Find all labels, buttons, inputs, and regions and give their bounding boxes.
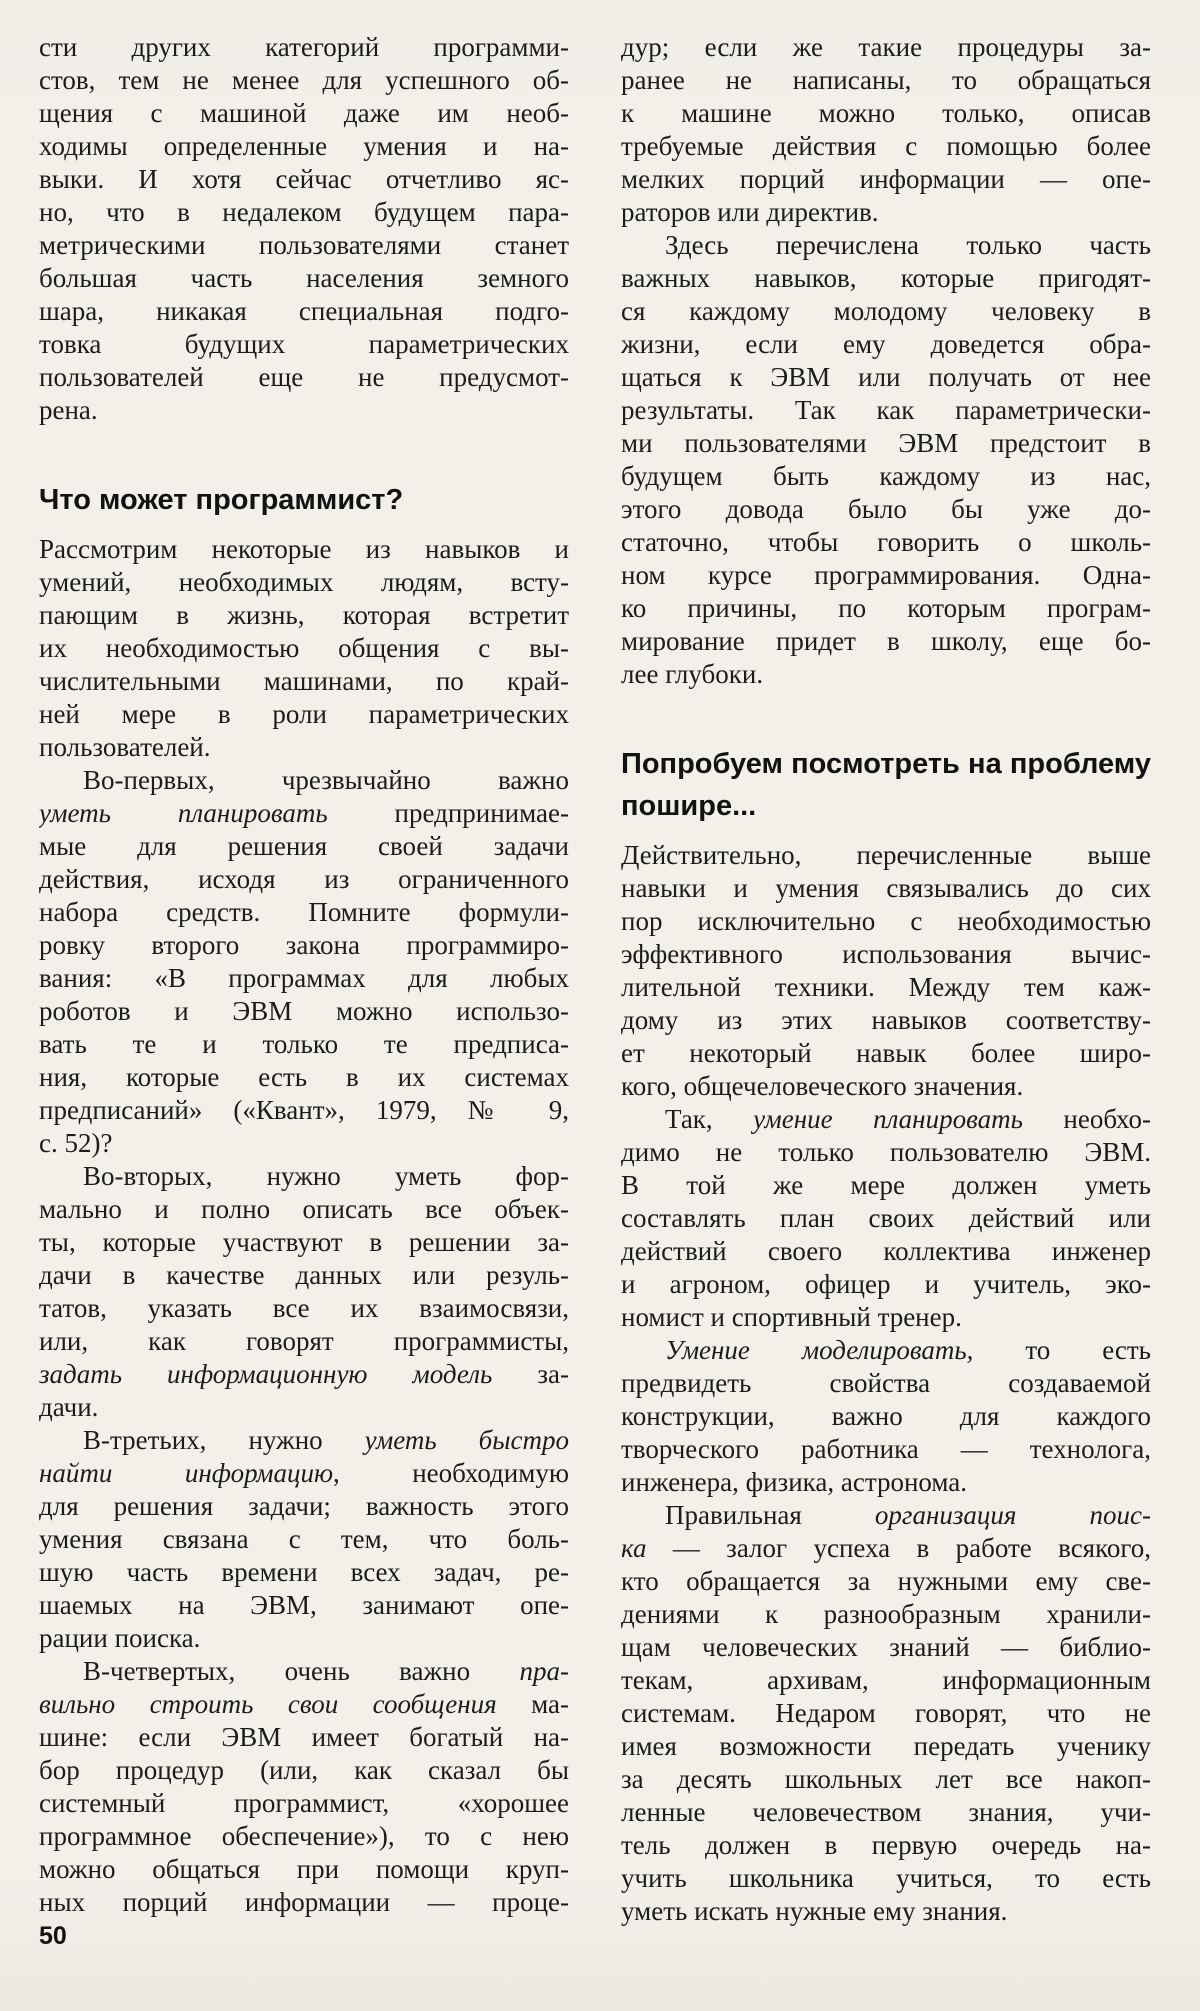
text-segment: В-четвертых, очень важно xyxy=(83,1656,520,1686)
text-line xyxy=(621,1697,1151,1730)
italic-text-segment: задать информационную модель xyxy=(39,1359,493,1389)
paragraph xyxy=(621,839,1151,1103)
text-line xyxy=(621,394,1151,427)
text-line xyxy=(621,262,1151,295)
text-line xyxy=(39,1688,569,1721)
text-segment: В той же мере должен уметь xyxy=(621,1170,1151,1200)
text-line xyxy=(621,1895,1151,1928)
text-segment: дому из этих навыков соответству- xyxy=(621,1005,1151,1035)
text-line xyxy=(621,839,1151,872)
text-line xyxy=(39,1490,569,1523)
heading-line xyxy=(621,785,1151,827)
italic-text-segment: ка xyxy=(621,1533,647,1563)
text-line xyxy=(621,460,1151,493)
text-segment: программное обеспечение»), то с нею xyxy=(39,1821,569,1851)
text-line xyxy=(621,905,1151,938)
text-segment: предписаний» («Квант», 1979, № 9, xyxy=(39,1095,569,1125)
text-segment: и агроном, офицер и учитель, эко- xyxy=(621,1269,1151,1299)
text-line xyxy=(39,1424,569,1457)
text-line xyxy=(39,566,569,599)
text-segment: вания: «В программах для любых xyxy=(39,963,569,993)
text-segment: умения связана с тем, что боль- xyxy=(39,1524,569,1554)
text-segment: ся каждому молодому человеку в xyxy=(621,296,1151,326)
text-segment: Действительно, перечисленные выше xyxy=(621,840,1151,870)
text-line xyxy=(621,361,1151,394)
text-line xyxy=(39,361,569,394)
text-line xyxy=(39,1391,569,1424)
text-line xyxy=(621,130,1151,163)
text-segment: ней мере в роли параметрических xyxy=(39,699,569,729)
text-line xyxy=(621,625,1151,658)
text-segment: уметь искать нужные ему знания. xyxy=(621,1896,1008,1926)
text-segment: этого довода было бы уже до- xyxy=(621,494,1151,524)
text-line xyxy=(621,1334,1151,1367)
text-line xyxy=(39,328,569,361)
text-line xyxy=(39,599,569,632)
paragraph xyxy=(621,1103,1151,1334)
text-segment: ранее не написаны, то обращаться xyxy=(621,65,1151,95)
text-line xyxy=(621,328,1151,361)
text-line xyxy=(621,163,1151,196)
text-segment: пользователей еще не предусмот- xyxy=(39,362,569,392)
text-segment: лительной техники. Между тем каж- xyxy=(621,972,1151,1002)
text-line xyxy=(621,1235,1151,1268)
text-line xyxy=(39,130,569,163)
text-segment: В-третьих, нужно xyxy=(83,1425,365,1455)
text-line xyxy=(39,830,569,863)
paragraph xyxy=(39,1655,569,1919)
text-line xyxy=(39,1589,569,1622)
text-segment: конструкции, важно для каждого xyxy=(621,1401,1151,1431)
text-segment: требуемые действия с помощью более xyxy=(621,131,1151,161)
text-segment: составлять план своих действий или xyxy=(621,1203,1151,1233)
text-line xyxy=(621,1763,1151,1796)
text-line xyxy=(621,592,1151,625)
text-segment: можно общаться при помощи круп- xyxy=(39,1854,569,1884)
text-segment: ми пользователями ЭВМ предстоит в xyxy=(621,428,1151,458)
text-segment: мелких порций информации — опе- xyxy=(621,164,1151,194)
text-line xyxy=(39,31,569,64)
text-segment: щения с машиной даже им необ- xyxy=(39,98,569,128)
text-line xyxy=(621,1367,1151,1400)
text-segment: статочно, чтобы говорить о школь- xyxy=(621,527,1151,557)
text-line xyxy=(39,1061,569,1094)
text-segment: дур; если же такие процедуры за- xyxy=(621,32,1151,62)
text-line xyxy=(621,1268,1151,1301)
text-segment: текам, архивам, информационным xyxy=(621,1665,1151,1695)
text-line xyxy=(39,863,569,896)
text-line xyxy=(39,1160,569,1193)
text-line xyxy=(621,1301,1151,1334)
text-line xyxy=(39,1325,569,1358)
text-segment: щаться к ЭВМ или получать от нее xyxy=(621,362,1151,392)
text-segment: Во-вторых, нужно уметь фор- xyxy=(83,1161,569,1191)
text-segment: набора средств. Помните формули- xyxy=(39,897,569,927)
text-segment: ходимы определенные умения и на- xyxy=(39,131,569,161)
text-segment: за десять школьных лет все накоп- xyxy=(621,1764,1151,1794)
text-segment: дениями к разнообразным хранили- xyxy=(621,1599,1151,1629)
text-line xyxy=(39,929,569,962)
text-segment: то есть xyxy=(973,1335,1151,1365)
text-line xyxy=(39,1820,569,1853)
page-number: 50 xyxy=(39,1922,67,1950)
text-line xyxy=(621,1400,1151,1433)
text-segment: но, что в недалеком будущем пара- xyxy=(39,197,569,227)
text-line xyxy=(621,31,1151,64)
left-column xyxy=(39,31,569,1928)
text-segment: ко причины, по которым програм- xyxy=(621,593,1151,623)
text-line xyxy=(621,229,1151,262)
text-line xyxy=(39,665,569,698)
text-line xyxy=(39,394,569,427)
text-segment: важных навыков, которые пригодят- xyxy=(621,263,1151,293)
text-line xyxy=(39,295,569,328)
text-line xyxy=(621,872,1151,905)
text-line xyxy=(621,1004,1151,1037)
text-segment: дачи в качестве данных или резуль- xyxy=(39,1260,569,1290)
text-segment: Правильная xyxy=(665,1500,875,1530)
text-segment: ма- xyxy=(496,1689,569,1719)
text-line xyxy=(39,1556,569,1589)
text-segment: жизни, если ему доведется обра- xyxy=(621,329,1151,359)
text-segment: необхо- xyxy=(1022,1104,1151,1134)
text-line xyxy=(621,1136,1151,1169)
text-line xyxy=(621,1070,1151,1103)
text-segment: товка будущих параметрических xyxy=(39,329,569,359)
text-line xyxy=(621,1664,1151,1697)
text-line xyxy=(621,295,1151,328)
section-heading xyxy=(39,479,569,521)
text-segment: щам человеческих знаний — библио- xyxy=(621,1632,1151,1662)
text-line xyxy=(39,1886,569,1919)
text-line xyxy=(39,1292,569,1325)
text-line xyxy=(39,533,569,566)
text-segment: вать те и только те предписа- xyxy=(39,1029,569,1059)
text-segment: кого, общечеловеческого значения. xyxy=(621,1071,1024,1101)
text-line xyxy=(39,896,569,929)
text-line xyxy=(621,1829,1151,1862)
text-segment: системам. Недаром говорят, что не xyxy=(621,1698,1151,1728)
text-line xyxy=(39,995,569,1028)
text-segment: Во-первых, чрезвычайно важно xyxy=(83,765,569,795)
paragraph xyxy=(621,1499,1151,1928)
text-line xyxy=(621,938,1151,971)
text-line xyxy=(621,1796,1151,1829)
text-line xyxy=(621,1499,1151,1532)
text-line xyxy=(621,1466,1151,1499)
text-segment: навыки и умения связывались до сих xyxy=(621,873,1151,903)
text-line xyxy=(39,163,569,196)
text-segment: ты, которые участвуют в решении за- xyxy=(39,1227,569,1257)
text-segment: ленные человечеством знания, учи- xyxy=(621,1797,1151,1827)
text-segment: предвидеть свойства создаваемой xyxy=(621,1368,1151,1398)
text-line xyxy=(621,1598,1151,1631)
italic-text-segment: найти информацию xyxy=(39,1458,333,1488)
text-segment: эффективного использования вычис- xyxy=(621,939,1151,969)
text-line xyxy=(621,1202,1151,1235)
text-line xyxy=(39,1028,569,1061)
text-line xyxy=(621,1565,1151,1598)
text-segment: номист и спортивный тренер. xyxy=(621,1302,962,1332)
paragraph xyxy=(621,31,1151,229)
two-column-text xyxy=(39,31,1200,1928)
italic-text-segment: Умение моделировать, xyxy=(665,1335,974,1365)
text-line xyxy=(621,1169,1151,1202)
italic-text-segment: уметь планировать xyxy=(39,798,328,828)
text-line xyxy=(621,971,1151,1004)
text-segment: ния, которые есть в их системах xyxy=(39,1062,569,1092)
text-line xyxy=(39,1457,569,1490)
text-line xyxy=(39,1358,569,1391)
text-line xyxy=(621,64,1151,97)
text-line xyxy=(621,1631,1151,1664)
text-segment: Так, xyxy=(665,1104,754,1134)
text-segment: их необходимостью общения с вы- xyxy=(39,633,569,663)
italic-text-segment: организация поис- xyxy=(874,1500,1151,1530)
text-line xyxy=(621,493,1151,526)
text-segment: для решения задачи; важность этого xyxy=(39,1491,569,1521)
text-segment: димо не только пользователю ЭВМ. xyxy=(621,1137,1151,1167)
text-line xyxy=(621,427,1151,460)
paragraph xyxy=(621,229,1151,691)
text-segment: будущем быть каждому из нас, xyxy=(621,461,1151,491)
text-segment: к машине можно только, описав xyxy=(621,98,1151,128)
text-segment: с. 52)? xyxy=(39,1128,113,1158)
text-line xyxy=(39,97,569,130)
text-line xyxy=(39,64,569,97)
text-segment: — залог успеха в работе всякого, xyxy=(646,1533,1151,1563)
text-line xyxy=(39,764,569,797)
text-segment: творческого работника — технолога, xyxy=(621,1434,1151,1464)
text-segment: шине: если ЭВМ имеет богатый на- xyxy=(39,1722,569,1752)
text-segment: тель должен в первую очередь на- xyxy=(621,1830,1151,1860)
text-segment: числительными машинами, по край- xyxy=(39,666,569,696)
text-segment: метрическими пользователями станет xyxy=(39,230,569,260)
text-line xyxy=(39,1853,569,1886)
text-segment: шаемых на ЭВМ, занимают опе- xyxy=(39,1590,569,1620)
text-line xyxy=(39,962,569,995)
text-segment: выки. И хотя сейчас отчетливо яс- xyxy=(39,164,569,194)
text-line xyxy=(39,1622,569,1655)
text-segment: имея возможности передать ученику xyxy=(621,1731,1151,1761)
text-segment: результаты. Так как параметрически- xyxy=(621,395,1151,425)
text-segment: ет некоторый навык более широ- xyxy=(621,1038,1151,1068)
text-segment: роботов и ЭВМ можно использо- xyxy=(39,996,569,1026)
italic-text-segment: вильно строить свои сообщения xyxy=(39,1689,497,1719)
text-segment: татов, указать все их взаимосвязи, xyxy=(39,1293,569,1323)
text-line xyxy=(39,1226,569,1259)
text-line xyxy=(39,1655,569,1688)
text-segment: ровку второго закона программиро- xyxy=(39,930,569,960)
text-segment: действий своего коллектива инженер xyxy=(621,1236,1151,1266)
text-line xyxy=(39,698,569,731)
text-segment: большая часть населения земного xyxy=(39,263,569,293)
text-segment: бор процедур (или, как сказал бы xyxy=(39,1755,569,1785)
text-line xyxy=(621,1037,1151,1070)
text-line xyxy=(621,559,1151,592)
text-line xyxy=(621,1862,1151,1895)
text-line xyxy=(39,1721,569,1754)
text-line xyxy=(621,1730,1151,1763)
right-column xyxy=(621,31,1151,1928)
text-segment: мые для решения своей задачи xyxy=(39,831,569,861)
paragraph xyxy=(39,1424,569,1655)
text-segment: дачи. xyxy=(39,1392,99,1422)
text-segment: пользователей. xyxy=(39,732,211,762)
text-line xyxy=(39,632,569,665)
text-segment: раторов или директив. xyxy=(621,197,879,227)
section-heading xyxy=(621,743,1151,827)
text-segment: ном курсе программирования. Одна- xyxy=(621,560,1151,590)
text-line xyxy=(39,1193,569,1226)
text-segment: пающим в жизнь, которая встретит xyxy=(39,600,569,630)
text-segment: умений, необходимых людям, всту- xyxy=(39,567,569,597)
text-segment: мирование придет в школу, еще бо- xyxy=(621,626,1151,656)
text-segment: пор исключительно с необходимостью xyxy=(621,906,1151,936)
text-line xyxy=(39,1094,569,1127)
text-segment: сти других категорий программи- xyxy=(39,32,569,62)
text-segment: инженера, физика, астронома. xyxy=(621,1467,968,1497)
text-line xyxy=(39,1754,569,1787)
text-line xyxy=(39,797,569,830)
italic-text-segment: пра- xyxy=(519,1656,569,1686)
text-segment: лее глубоки. xyxy=(621,659,764,689)
text-line xyxy=(39,1523,569,1556)
text-segment: предпринимае- xyxy=(327,798,569,828)
text-line xyxy=(621,526,1151,559)
text-segment: пошире... xyxy=(621,790,757,822)
paragraph xyxy=(39,764,569,1160)
paragraph xyxy=(39,1160,569,1424)
text-segment: ных порций информации — проце- xyxy=(39,1887,569,1917)
text-segment: учить школьника учиться, то есть xyxy=(621,1863,1151,1893)
text-segment: шую часть времени всех задач, ре- xyxy=(39,1557,569,1587)
paragraph xyxy=(39,31,569,427)
text-line xyxy=(621,97,1151,130)
text-segment: кто обращается за нужными ему све- xyxy=(621,1566,1151,1596)
text-segment: , необходимую xyxy=(333,1458,569,1488)
text-segment: рена. xyxy=(39,395,98,425)
text-segment: за- xyxy=(492,1359,569,1389)
text-segment: или, как говорят программисты, xyxy=(39,1326,569,1356)
text-line xyxy=(39,262,569,295)
text-line xyxy=(621,1532,1151,1565)
text-segment: мально и полно описать все объек- xyxy=(39,1194,569,1224)
paragraph xyxy=(39,533,569,764)
text-segment: рации поиска. xyxy=(39,1623,201,1653)
heading-line xyxy=(621,743,1151,785)
text-line xyxy=(39,229,569,262)
text-segment: системный программист, «хорошее xyxy=(39,1788,569,1818)
italic-text-segment: умение планировать xyxy=(753,1104,1023,1134)
text-segment: Попробуем посмотреть на проблему xyxy=(621,748,1151,780)
text-line xyxy=(39,1259,569,1292)
text-segment: стов, тем не менее для успешного об- xyxy=(39,65,569,95)
text-line xyxy=(621,1103,1151,1136)
text-segment: Рассмотрим некоторые из навыков и xyxy=(39,534,569,564)
text-segment: шара, никакая специальная подго- xyxy=(39,296,569,326)
text-line xyxy=(39,731,569,764)
text-line xyxy=(39,1127,569,1160)
text-segment: Здесь перечислена только часть xyxy=(665,230,1151,260)
text-segment: действия, исходя из ограниченного xyxy=(39,864,569,894)
text-line xyxy=(621,1433,1151,1466)
paragraph xyxy=(621,1334,1151,1499)
text-line xyxy=(39,196,569,229)
text-line xyxy=(39,1787,569,1820)
heading-line xyxy=(39,479,569,521)
italic-text-segment: уметь быстро xyxy=(364,1425,569,1455)
text-line xyxy=(621,658,1151,691)
text-segment: Что может программист? xyxy=(39,484,404,516)
text-line xyxy=(621,196,1151,229)
